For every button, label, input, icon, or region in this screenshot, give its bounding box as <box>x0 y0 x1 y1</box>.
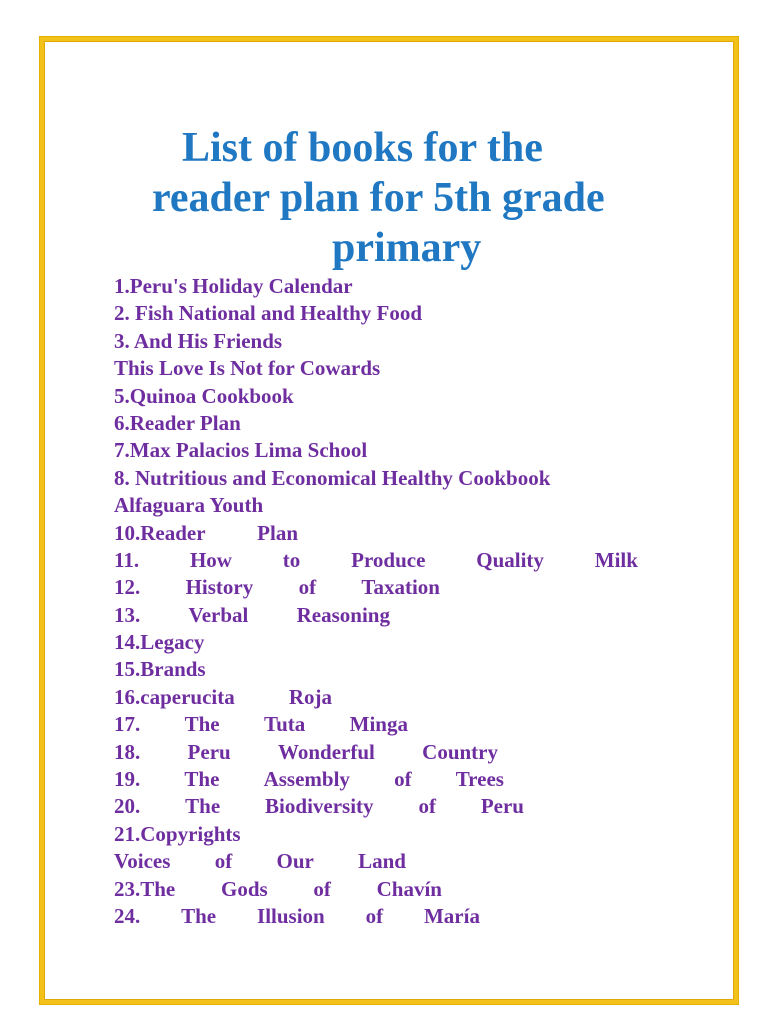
book-title-word: Illusion <box>257 903 325 928</box>
list-item <box>114 410 638 437</box>
list-item <box>114 629 638 656</box>
book-title-word: Produce <box>351 547 426 572</box>
book-title-word: The <box>185 794 221 819</box>
book-title-word: 15.Brands <box>114 657 206 682</box>
book-title-word: 1.Peru's Holiday Calendar <box>114 274 353 298</box>
book-title-word: 6.Reader Plan <box>114 410 241 435</box>
book-title-word: Roja <box>288 684 332 709</box>
list-item <box>114 656 638 683</box>
book-title-word: 13. <box>114 602 141 627</box>
list-item <box>114 520 298 547</box>
book-title-word: Taxation <box>361 575 440 600</box>
book-title-word: Trees <box>455 767 504 792</box>
book-title-word: 24. <box>114 903 141 928</box>
list-item <box>114 739 498 766</box>
book-title-word: 17. <box>114 712 141 737</box>
book-title-word: This Love Is Not for Cowards <box>114 356 381 381</box>
book-title-word: 18. <box>114 739 141 764</box>
book-title-word: 8. Nutritious and Economical Healthy Cookbook <box>114 465 551 490</box>
book-title-word: Wonderful <box>278 739 375 764</box>
book-title-word: Voices <box>114 849 171 874</box>
book-title-word: 20. <box>114 794 141 819</box>
book-title-word: Quality <box>476 547 544 572</box>
book-title-word: Country <box>422 739 498 764</box>
list-item <box>114 821 638 848</box>
book-title-word: 7.Max Palacios Lima School <box>114 438 368 463</box>
book-title-word: 3. And His Friends <box>114 328 283 353</box>
book-title-word: of <box>313 876 331 901</box>
page-title <box>0 123 768 273</box>
list-item <box>114 848 406 875</box>
book-title-word: How <box>189 547 232 572</box>
book-title-word: of <box>298 575 317 600</box>
book-title-word: 5.Quinoa Cookbook <box>114 383 294 408</box>
book-title-word: 23.The <box>114 876 176 901</box>
list-item <box>114 903 480 930</box>
book-title-word: The <box>181 903 217 928</box>
book-title-word: 14.Legacy <box>114 630 205 655</box>
book-title-word: of <box>394 767 412 792</box>
list-item <box>114 766 504 793</box>
book-title-word: 2. Fish National and Healthy Food <box>114 301 423 326</box>
book-title-word: The <box>184 767 220 792</box>
book-title-word: The <box>184 712 220 737</box>
list-item <box>114 328 638 355</box>
book-title-word: 10.Reader <box>114 520 206 545</box>
list-item <box>114 684 332 711</box>
book-title-word: Minga <box>349 712 408 737</box>
book-title-word: 21.Copyrights <box>114 821 241 846</box>
book-title-word: Assembly <box>263 767 350 792</box>
list-item <box>114 793 524 820</box>
book-title-word: Gods <box>220 876 268 901</box>
list-item <box>114 574 440 601</box>
list-item <box>114 711 408 738</box>
book-title-word: Verbal <box>188 602 249 627</box>
list-item <box>114 876 442 903</box>
book-title-word: Our <box>276 849 314 874</box>
book-title-word: of <box>214 849 233 874</box>
book-title-word: Biodiversity <box>265 794 374 819</box>
book-title-word: Alfaguara Youth <box>114 493 264 518</box>
list-item <box>114 602 390 629</box>
book-title-word: Tuta <box>264 712 306 737</box>
book-title-word: Reasoning <box>296 602 390 627</box>
title-line-2: reader plan for 5th grade <box>152 175 605 221</box>
list-item <box>114 355 638 382</box>
list-item <box>114 492 638 519</box>
book-title-word: of <box>365 903 384 928</box>
book-title-word: Peru <box>480 794 524 819</box>
book-list <box>114 273 638 930</box>
book-title-word: 12. <box>114 575 141 600</box>
title-line-1: List of books for the <box>182 125 543 171</box>
list-item <box>114 437 638 464</box>
book-title-word: Milk <box>594 547 638 572</box>
list-item <box>114 465 638 492</box>
book-title-word: of <box>418 794 436 819</box>
book-title-word: History <box>185 575 254 600</box>
list-item <box>114 547 638 574</box>
book-title-word: 16.caperucita <box>114 684 235 709</box>
book-title-word: Chavín <box>376 876 442 901</box>
title-line-3: primary <box>332 225 482 271</box>
list-item <box>114 383 638 410</box>
book-title-word: Land <box>358 849 406 874</box>
list-item <box>114 273 638 300</box>
list-item <box>114 300 638 327</box>
book-title-word: Plan <box>257 520 298 545</box>
book-title-word: 19. <box>114 767 141 792</box>
book-title-word: María <box>423 903 480 928</box>
book-title-word: 11. <box>114 547 140 572</box>
book-title-word: Peru <box>187 739 231 764</box>
book-title-word: to <box>282 547 301 572</box>
